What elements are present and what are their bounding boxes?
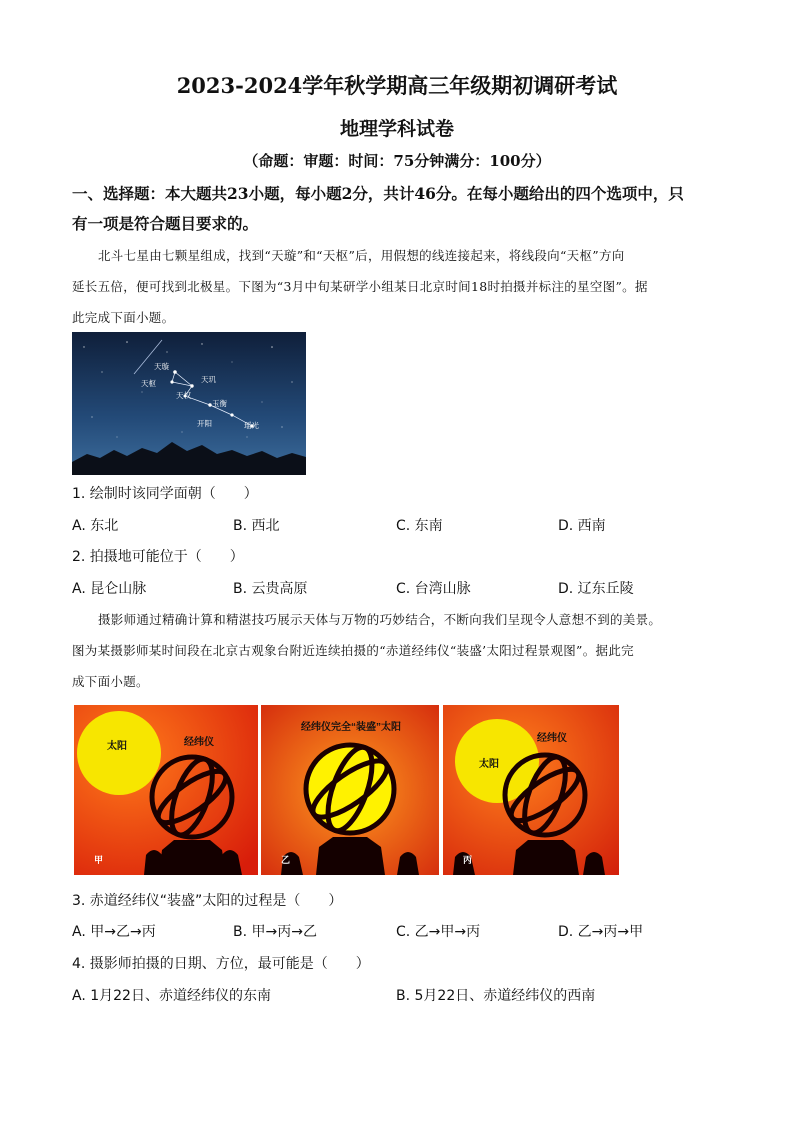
q3-option-b[interactable]: B. 甲→丙→乙 — [233, 924, 317, 940]
photo-jia-instrument-label: 经纬仪 — [184, 737, 214, 748]
photo-jia-tag: 甲 — [94, 855, 104, 865]
photo-bing-sun-label: 太阳 — [479, 759, 499, 770]
star-label-tianxuan: 天璇 — [154, 362, 169, 371]
q1-option-a[interactable]: A. 东北 — [72, 518, 119, 534]
photo-yi-tag: 乙 — [281, 855, 291, 865]
q3-option-a[interactable]: A. 甲→乙→丙 — [72, 924, 156, 940]
photo-yi — [261, 705, 439, 875]
material1-line2: 延长五倍，便可找到北极星。下图为“3月中旬某研学小组某日北京时间18时拍摄并标注的星空图”。据 — [72, 279, 648, 294]
q2-option-a[interactable]: A. 昆仑山脉 — [72, 581, 147, 597]
material2-line2: 图为某摄影师某时间段在北京古观象台附近连续拍摄的“赤道经纬仪“装盛’太阳过程景观图”。据此完 — [72, 643, 634, 658]
section-heading-line2: 有一项是符合题目要求的。 — [72, 214, 259, 233]
q1-stem: 1. 绘制时该同学面朝（ ） — [72, 486, 258, 502]
star-label-tianquan: 天权 — [176, 391, 191, 400]
photo-jia — [74, 705, 258, 875]
star-label-tianji: 天玑 — [201, 375, 216, 384]
star-map-image — [72, 332, 306, 475]
q4-option-a[interactable]: A. 1月22日、赤道经纬仪的东南 — [72, 988, 271, 1004]
q3-stem: 3. 赤道经纬仪“装盛”太阳的过程是（ ） — [72, 893, 343, 909]
q2-stem: 2. 拍摄地可能位于（ ） — [72, 549, 244, 565]
photo-jia-sun-label: 太阳 — [107, 741, 127, 752]
q1-option-b[interactable]: B. 西北 — [233, 518, 280, 534]
section-heading-line1: 一、选择题：本大题共23小题，每小题2分，共计46分。在每小题给出的四个选项中，只 — [72, 184, 684, 203]
material2-line1: 摄影师通过精确计算和精湛技巧展示天体与万物的巧妙结合，不断向我们呈现令人意想不到的美景。 — [98, 612, 662, 627]
q2-option-d[interactable]: D. 辽东丘陵 — [558, 581, 634, 597]
q2-option-b[interactable]: B. 云贵高原 — [233, 581, 308, 597]
material1-line1: 北斗七星由七颗星组成，找到“天璇”和“天枢”后，用假想的线连接起来，将线段向“天枢”方向 — [98, 248, 625, 263]
star-label-kaiyang: 开阳 — [197, 419, 212, 428]
photo-jia-svg — [74, 705, 258, 875]
star-label-tianshu: 天枢 — [141, 379, 156, 388]
subject-title: 地理学科试卷 — [339, 118, 454, 140]
star-map-svg — [72, 332, 306, 475]
exam-title: 2023-2024学年秋学期高三年级期初调研考试 — [176, 73, 618, 98]
star-label-yuheng: 玉衡 — [212, 399, 227, 408]
q3-option-c[interactable]: C. 乙→甲→丙 — [396, 924, 481, 940]
photo-yi-caption: 经纬仪完全“装盛”太阳 — [301, 722, 401, 733]
photo-yi-svg — [261, 705, 439, 875]
material2-line3: 成下面小题。 — [72, 674, 149, 689]
photo-bing-tag: 丙 — [463, 855, 473, 865]
photo-bing-svg — [443, 705, 619, 875]
exam-info: （命题：审题：时间：75分钟满分：100分） — [243, 152, 551, 170]
star-label-yaoguang: 瑶光 — [244, 421, 259, 430]
q4-stem: 4. 摄影师拍摄的日期、方位，最可能是（ ） — [72, 956, 370, 972]
photo-bing-instrument-label: 经纬仪 — [537, 733, 567, 744]
q2-option-c[interactable]: C. 台湾山脉 — [396, 581, 471, 597]
q3-option-d[interactable]: D. 乙→丙→甲 — [558, 924, 644, 940]
material1-line3: 此完成下面小题。 — [72, 310, 175, 325]
q1-option-c[interactable]: C. 东南 — [396, 518, 443, 534]
q1-option-d[interactable]: D. 西南 — [558, 518, 606, 534]
photo-bing — [443, 705, 619, 875]
q4-option-b[interactable]: B. 5月22日、赤道经纬仪的西南 — [396, 988, 596, 1004]
